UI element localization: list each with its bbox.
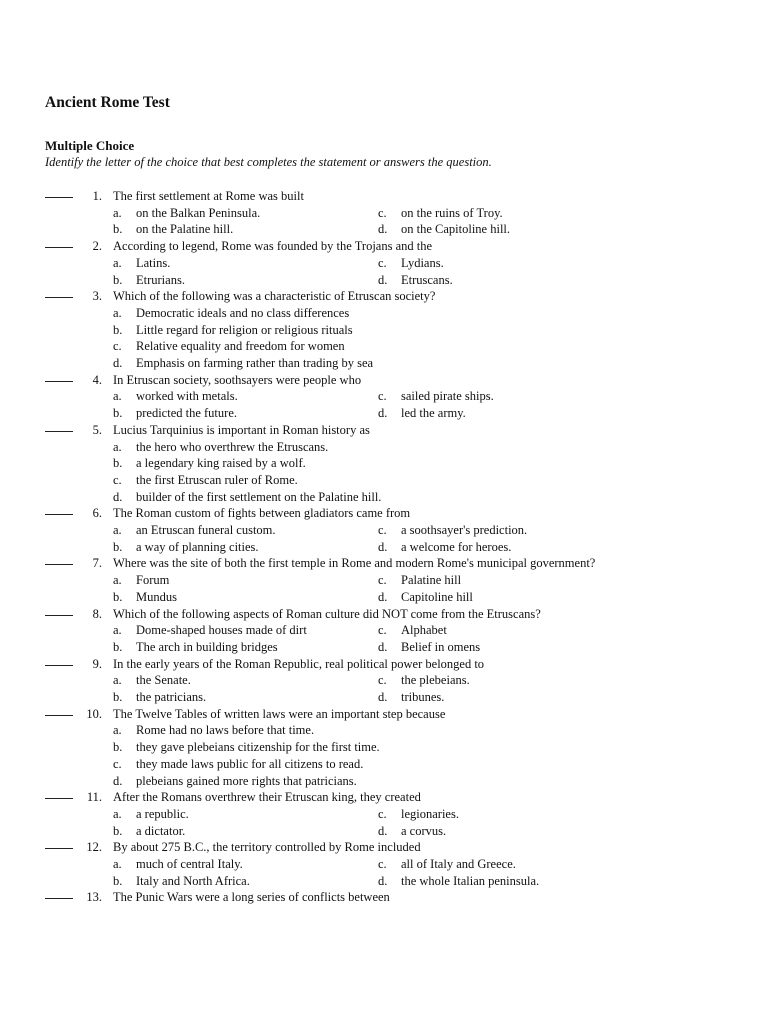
option-letter: d. (378, 539, 388, 554)
option-letter: a. (113, 523, 122, 537)
option-letter: c. (378, 523, 387, 537)
option-row (0, 255, 768, 272)
option-letter: d. (378, 873, 388, 888)
option-letter: d. (113, 356, 123, 370)
option-text: a corvus. (401, 823, 447, 838)
option-letter: b. (113, 539, 123, 554)
option-letter: c. (378, 389, 387, 404)
question-number: 9. (92, 656, 102, 671)
question-row (0, 839, 768, 856)
question-text: After the Romans overthrew their Etruscan king, they created (113, 790, 421, 805)
question-text: By about 275 B.C., the territory controlled by Rome included (113, 840, 421, 855)
option-text: led the army. (401, 406, 466, 421)
question-row (0, 555, 768, 572)
option-row (0, 756, 768, 773)
question-row (0, 889, 768, 906)
option-text: sailed pirate ships. (401, 389, 494, 404)
option-text: a legendary king raised by a wolf. (136, 456, 306, 471)
option-row (0, 589, 768, 606)
answer-blank[interactable] (45, 898, 73, 899)
option-text: on the Capitoline hill. (401, 222, 511, 237)
option-text: on the ruins of Troy. (401, 205, 503, 220)
option-text: the hero who overthrew the Etruscans. (136, 439, 329, 454)
question-row (0, 422, 768, 439)
option-letter: c. (113, 339, 122, 354)
question-number: 3. (92, 289, 102, 304)
option-row (0, 622, 768, 639)
question-text: According to legend, Rome was founded by the Trojans and the (113, 239, 433, 254)
question-row (0, 372, 768, 389)
option-letter: b. (113, 272, 123, 287)
option-text: Latins. (136, 255, 171, 270)
option-row (0, 439, 768, 456)
option-text: the first Etruscan ruler of Rome. (136, 472, 298, 487)
answer-blank[interactable] (45, 798, 73, 799)
question-number: 2. (92, 239, 102, 254)
option-letter: b. (113, 823, 123, 838)
option-text: predicted the future. (136, 406, 237, 421)
question-row (0, 606, 768, 623)
option-letter: c. (113, 472, 122, 487)
option-letter: d. (378, 406, 388, 421)
option-row (0, 221, 768, 238)
option-text: Palatine hill (401, 573, 462, 588)
option-row (0, 522, 768, 539)
option-letter: d. (378, 589, 388, 604)
question-row (0, 238, 768, 255)
option-row (0, 455, 768, 472)
question-number: 11. (86, 790, 102, 805)
page-title: Ancient Rome Test (45, 94, 170, 111)
option-row (0, 873, 768, 890)
question-text: Lucius Tarquinius is important in Roman history as (113, 422, 370, 437)
option-row (0, 388, 768, 405)
option-letter: b. (113, 222, 123, 237)
option-letter: d. (113, 773, 123, 788)
option-letter: d. (378, 272, 388, 287)
option-text: the plebeians. (401, 673, 470, 688)
option-text: plebeians gained more rights that patricians. (136, 773, 357, 788)
option-text: they made laws public for all citizens to read. (136, 756, 364, 771)
option-row (0, 355, 768, 372)
option-letter: b. (113, 322, 123, 337)
answer-blank[interactable] (45, 197, 73, 198)
option-text: Relative equality and freedom for women (136, 339, 345, 354)
option-text: they gave plebeians citizenship for the first time. (136, 740, 380, 755)
question-number: 10. (86, 706, 102, 721)
option-text: Belief in omens (401, 639, 481, 654)
option-text: the Senate. (136, 673, 191, 688)
option-letter: c. (378, 255, 387, 270)
option-text: a dictator. (136, 823, 186, 838)
option-text: Mundus (136, 589, 177, 604)
option-text: builder of the first settlement on the Palatine hill. (136, 489, 382, 504)
option-text: Democratic ideals and no class differences (136, 305, 350, 320)
option-text: worked with metals. (136, 389, 238, 404)
option-row (0, 722, 768, 739)
answer-blank[interactable] (45, 848, 73, 849)
option-text: Little regard for religion or religious rituals (136, 322, 353, 337)
option-text: Etruscans. (401, 272, 453, 287)
question-text: In the early years of the Roman Republic, real political power belonged to (113, 656, 485, 671)
option-letter: a. (113, 573, 122, 588)
option-text: Etrurians. (136, 272, 185, 287)
option-letter: c. (378, 673, 387, 688)
option-text: Forum (136, 573, 170, 588)
option-text: Dome-shaped houses made of dirt (136, 623, 307, 638)
option-row (0, 489, 768, 506)
answer-blank[interactable] (45, 297, 73, 298)
option-letter: c. (113, 756, 122, 771)
question-text: The Punic Wars were a long series of conflicts between (113, 890, 390, 905)
option-text: Rome had no laws before that time. (136, 723, 315, 738)
option-row (0, 773, 768, 790)
question-text: Where was the site of both the first temple in Rome and modern Rome's municipal government? (113, 556, 596, 571)
option-text: a soothsayer's prediction. (401, 523, 528, 537)
question-number: 6. (92, 506, 102, 521)
option-text: Alphabet (401, 623, 447, 638)
option-text: a way of planning cities. (136, 539, 259, 554)
option-letter: b. (113, 406, 123, 421)
question-number: 4. (92, 372, 102, 387)
option-row (0, 322, 768, 339)
answer-blank[interactable] (45, 665, 73, 666)
option-text: The arch in building bridges (136, 639, 278, 654)
instructions: Identify the letter of the choice that best completes the statement or answers the question. (45, 155, 492, 169)
option-row (0, 205, 768, 222)
option-letter: b. (113, 589, 123, 604)
option-letter: d. (378, 823, 388, 838)
option-letter: a. (113, 305, 122, 320)
option-text: all of Italy and Greece. (401, 857, 516, 871)
option-row (0, 472, 768, 489)
option-row (0, 806, 768, 823)
option-letter: c. (378, 857, 387, 871)
option-letter: c. (378, 806, 387, 821)
answer-blank[interactable] (45, 564, 73, 565)
option-letter: c. (378, 205, 387, 220)
option-row (0, 572, 768, 589)
option-letter: d. (378, 639, 388, 654)
question-row (0, 188, 768, 205)
option-letter: c. (378, 623, 387, 638)
question-row (0, 505, 768, 522)
question-text: In Etruscan society, soothsayers were people who (113, 372, 362, 387)
option-text: the whole Italian peninsula. (401, 873, 540, 888)
option-row (0, 272, 768, 289)
option-row (0, 539, 768, 556)
option-text: Emphasis on farming rather than trading by sea (136, 356, 374, 370)
question-row (0, 656, 768, 673)
option-letter: a. (113, 255, 122, 270)
option-letter: b. (113, 873, 123, 888)
option-letter: d. (378, 690, 388, 704)
answer-blank[interactable] (45, 715, 73, 716)
option-letter: a. (113, 806, 122, 821)
option-text: the patricians. (136, 690, 207, 704)
option-row (0, 405, 768, 422)
option-text: a republic. (136, 806, 189, 821)
option-text: much of central Italy. (136, 857, 243, 871)
option-text: legionaries. (401, 806, 459, 821)
option-letter: a. (113, 205, 122, 220)
option-text: on the Palatine hill. (136, 222, 234, 237)
question-number: 5. (92, 422, 102, 437)
question-number: 13. (86, 890, 102, 905)
option-row (0, 689, 768, 706)
answer-blank[interactable] (45, 247, 73, 248)
question-number: 7. (92, 556, 102, 571)
option-letter: a. (113, 439, 122, 454)
answer-blank[interactable] (45, 431, 73, 432)
question-number: 12. (86, 840, 102, 855)
answer-blank[interactable] (45, 514, 73, 515)
option-letter: c. (378, 573, 387, 588)
option-letter: b. (113, 456, 123, 471)
option-letter: a. (113, 723, 122, 738)
question-row (0, 288, 768, 305)
option-letter: d. (378, 222, 388, 237)
option-text: on the Balkan Peninsula. (136, 205, 261, 220)
question-text: The Roman custom of fights between gladiators came from (113, 506, 411, 521)
answer-blank[interactable] (45, 615, 73, 616)
option-text: Italy and North Africa. (136, 873, 250, 888)
option-text: a welcome for heroes. (401, 539, 512, 554)
section-heading: Multiple Choice (45, 138, 135, 153)
option-row (0, 305, 768, 322)
question-text: Which of the following was a characteristic of Etruscan society? (113, 289, 436, 304)
option-letter: d. (113, 489, 123, 504)
option-row (0, 672, 768, 689)
question-text: The Twelve Tables of written laws were an important step because (113, 706, 446, 721)
option-row (0, 739, 768, 756)
question-text: The first settlement at Rome was built (113, 189, 304, 203)
option-letter: b. (113, 740, 123, 755)
question-number: 1. (92, 189, 102, 203)
question-row (0, 789, 768, 806)
answer-blank[interactable] (45, 381, 73, 382)
option-text: tribunes. (401, 690, 445, 704)
option-row (0, 856, 768, 873)
option-text: Capitoline hill (401, 589, 473, 604)
option-letter: a. (113, 623, 122, 638)
question-number: 8. (92, 606, 102, 621)
option-row (0, 823, 768, 840)
option-row (0, 338, 768, 355)
option-letter: b. (113, 690, 123, 704)
option-letter: a. (113, 857, 122, 871)
option-row (0, 639, 768, 656)
question-row (0, 706, 768, 723)
option-letter: b. (113, 639, 123, 654)
option-letter: a. (113, 389, 122, 404)
option-text: Lydians. (401, 255, 444, 270)
option-text: an Etruscan funeral custom. (136, 523, 276, 537)
question-text: Which of the following aspects of Roman culture did NOT come from the Etruscans? (113, 606, 541, 621)
option-letter: a. (113, 673, 122, 688)
